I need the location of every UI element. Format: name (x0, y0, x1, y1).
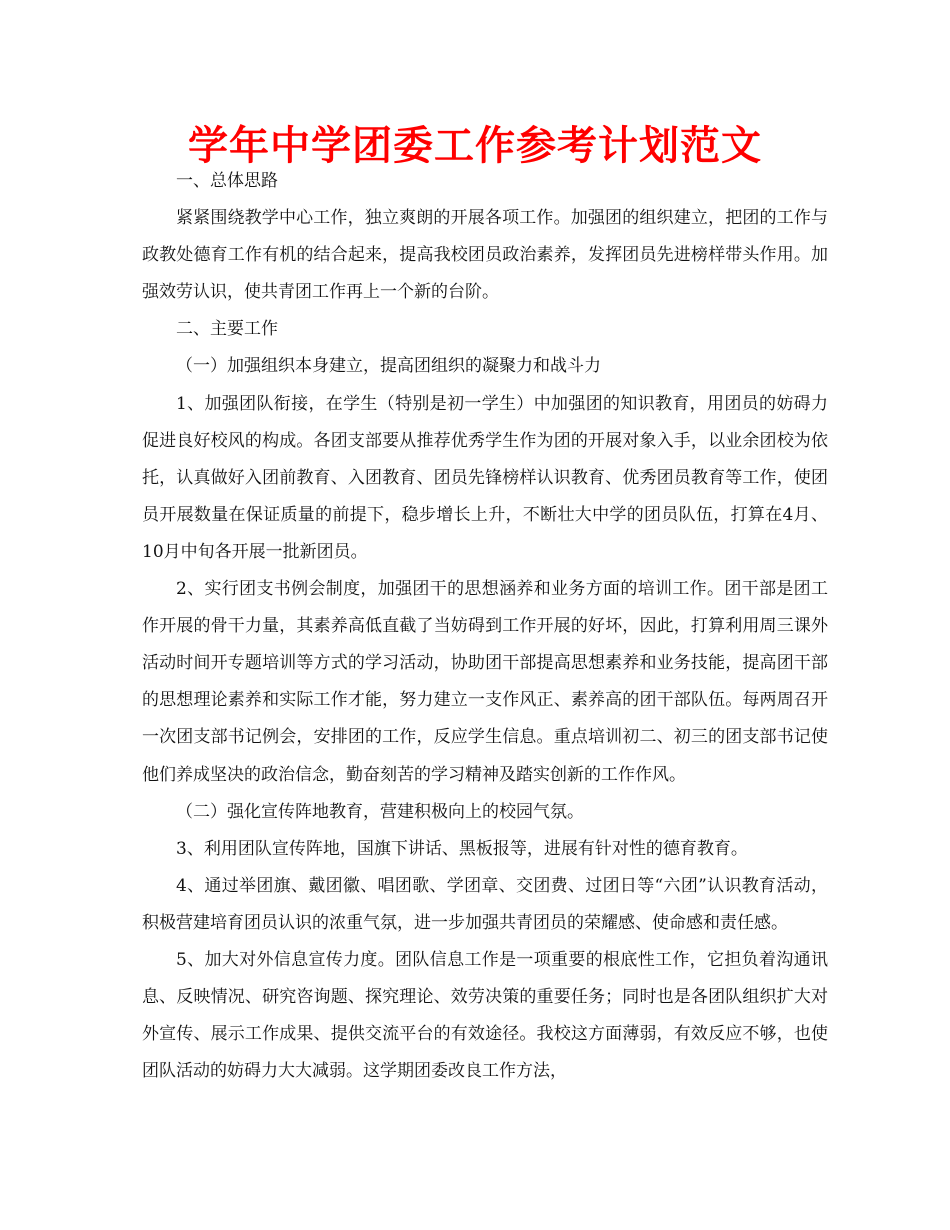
subsection-heading: （一）加强组织本身建立，提高团组织的凝聚力和战斗力 (176, 356, 601, 377)
paragraph: 3、利用团队宣传阵地，国旗下讲话、黑板报等，进展有针对性的德育教育。 (176, 838, 748, 859)
document-body (142, 163, 828, 1090)
document-title: 学年中学团委工作参考计划范文 (188, 123, 762, 169)
paragraph: 4、通过举团旗、戴团徽、唱团歌、学团章、交团费、过团日等“六团”认识教育活动，积极营建培育团员认识的浓重气氛，进一步加强共青团员的荣耀感、使命感和责任感。 (142, 875, 828, 933)
section-heading: 一、总体思路 (176, 171, 278, 191)
paragraph: 5、加大对外信息宣传力度。团队信息工作是一项重要的根底性工作，它担负着沟通讯息、反映情况、研究咨询题、探究理论、效劳决策的重要任务；同时也是各团队组织扩大对外宣传、展示工作成果、提供交流平台的有效途径。我校这方面薄弱，有效反应不够，也使团队活动的妨碍力大大减弱。这学期团委改良工作方法， (142, 949, 828, 1082)
paragraph: 2、实行团支书例会制度，加强团干的思想涵养和业务方面的培训工作。团干部是团工作开展的骨干力量，其素养高低直截了当妨碍到工作开展的好坏，因此，打算利用周三课外活动时间开专题培训等方式的学习活动，协助团干部提高思想素养和业务技能，提高团干部的思想理论素养和实际工作才能，努力建立一支作风正、素养高的团干部队伍。每两周召开一次团支部书记例会，安排团的工作，反应学生信息。重点培训初二、初三的团支部书记使他们养成坚决的政治信念，勤奋刻苦的学习精神及踏实创新的工作作风。 (142, 579, 828, 785)
paragraph: 紧紧围绕教学中心工作，独立爽朗的开展各项工作。加强团的组织建立，把团的工作与政教处德育工作有机的结合起来，提高我校团员政治素养，发挥团员先进榜样带头作用。加强效劳认识，使共青团工作再上一个新的台阶。 (142, 208, 828, 303)
paragraph: 1、加强团队衔接，在学生（特别是初一学生）中加强团的知识教育，用团员的妨碍力促进良好校风的构成。各团支部要从推荐优秀学生作为团的开展对象入手，以业余团校为依托，认真做好入团前教育、入团教育、团员先锋榜样认识教育、优秀团员教育等工作，使团员开展数量在保证质量的前提下，稳步增长上升，不断壮大中学的团员队伍，打算在4月、10月中旬各开展一批新团员。 (142, 393, 828, 562)
section-heading: 二、主要工作 (176, 319, 278, 340)
subsection-heading: （二）强化宣传阵地教育，营建积极向上的校园气氛。 (176, 801, 584, 822)
